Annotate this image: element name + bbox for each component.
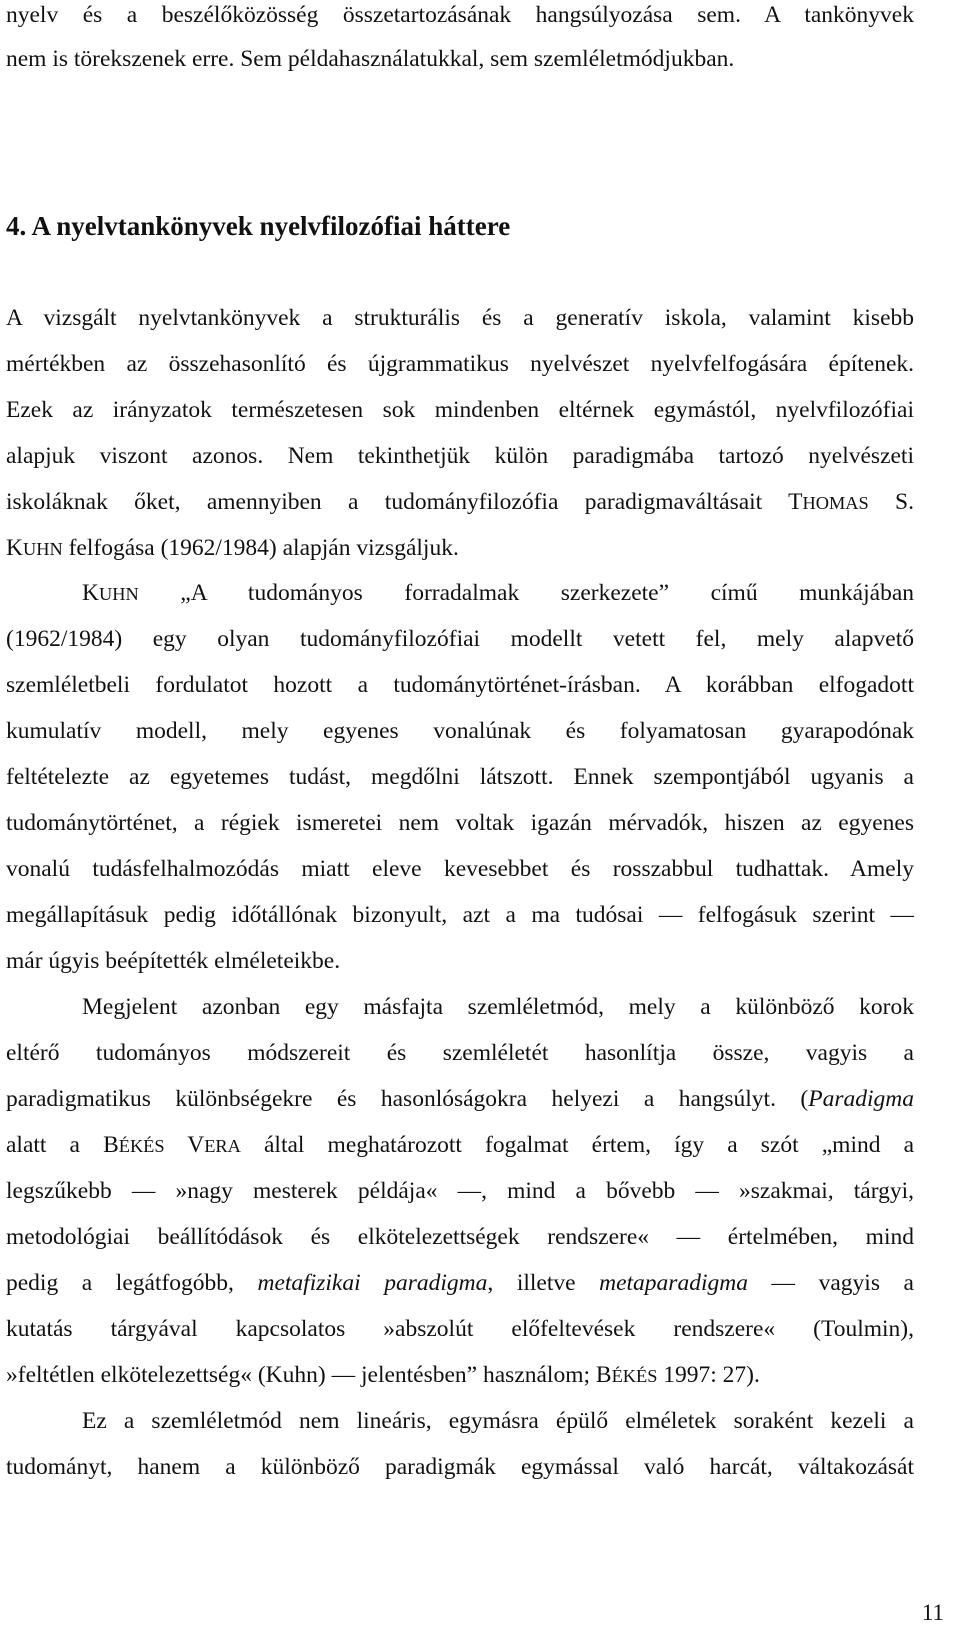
text-fragment: K xyxy=(6,535,23,561)
small-caps-name: HOMAS xyxy=(802,493,869,513)
text-fragment: S. xyxy=(868,489,914,515)
text-line xyxy=(6,578,914,608)
italic-term: metafizikai paradigma xyxy=(257,1270,488,1296)
italic-term: Paradigma xyxy=(808,1086,914,1112)
small-caps-name: UHN xyxy=(22,539,63,559)
text-line: Ezek az irányzatok természetesen sok mindenben eltérnek egymástól, nyelvfilozófiai xyxy=(6,397,914,423)
text-line: Ez a szemléletmód nem lineáris, egymásra épülő elméletek soraként kezeli a xyxy=(82,1408,914,1434)
text-fragment: alatt a B xyxy=(6,1132,119,1158)
text-line: Megjelent azonban egy másfajta szemléletmód, mely a különböző korok xyxy=(82,994,914,1020)
text-line: alapjuk viszont azonos. Nem tekinthetjük külön paradigmába tartozó nyelvészeti xyxy=(6,443,914,469)
text-line: tudománytörténet, a régiek ismeretei nem voltak igazán mérvadók, hiszen az egyenes xyxy=(6,810,914,836)
section-heading: 4. A nyelvtankönyvek nyelvfilozófiai háttere xyxy=(6,211,511,241)
text-line: megállapításuk pedig időtállónak bizonyult, azt a ma tudósai — felfogásuk szerint — xyxy=(6,902,914,928)
text-line: vonalú tudásfelhalmozódás miatt eleve kevesebbet és rosszabbul tudhattak. Amely xyxy=(6,856,914,882)
text-line xyxy=(6,1130,914,1160)
text-line: már úgyis beépítették elméleteikbe. xyxy=(6,948,341,974)
page-number: 11 xyxy=(921,1600,944,1625)
text-line: feltételezte az egyetemes tudást, megdőlni látszott. Ennek szempontjából ugyanis a xyxy=(6,764,914,790)
text-fragment: — vagyis a xyxy=(747,1270,914,1296)
text-fragment: 1997: 27). xyxy=(657,1362,760,1388)
text-line xyxy=(6,1268,914,1298)
text-fragment: paradigmatikus különbségekre és hasonlóságokra helyezi a hangsúlyt. ( xyxy=(6,1086,809,1112)
italic-term: metaparadigma xyxy=(599,1270,748,1296)
text-line: eltérő tudományos módszereit és szemléletét hasonlítja össze, vagyis a xyxy=(6,1040,914,1066)
text-fragment: pedig a legátfogóbb, xyxy=(6,1270,258,1296)
text-fragment: felfogása (1962/1984) alapján vizsgáljuk. xyxy=(62,535,459,561)
text-fragment: „A tudományos forradalmak szerkezete” című munkájában xyxy=(138,580,914,606)
small-caps-name: UHN xyxy=(98,584,139,604)
text-line xyxy=(6,533,914,563)
text-line: nem is törekszenek erre. Sem példahasználatukkal, sem szemléletmódjukban. xyxy=(6,46,735,72)
text-fragment: , illetve xyxy=(487,1270,600,1296)
text-fragment: által meghatározott fogalmat értem, így a szót „mind a xyxy=(240,1132,914,1158)
text-line: (1962/1984) egy olyan tudományfilozófiai modellt vetett fel, mely alapvető xyxy=(6,626,914,652)
text-line xyxy=(6,1084,914,1114)
text-line: szemléletbeli fordulatot hozott a tudománytörténet-írásban. A korábban elfogadott xyxy=(6,672,914,698)
text-line xyxy=(6,1360,914,1390)
text-line: metodológiai beállítódások és elkötelezettségek rendszere« — értelmében, mind xyxy=(6,1224,914,1250)
small-caps-name: ERA xyxy=(204,1136,241,1156)
text-line: tudományt, hanem a különböző paradigmák egymással való harcát, váltakozását xyxy=(6,1454,914,1480)
small-caps-name: ÉKÉS xyxy=(118,1136,165,1156)
text-line: mértékben az összehasonlító és újgrammatikus nyelvészet nyelvfelfogására építenek. xyxy=(6,351,914,377)
text-fragment: iskoláknak őket, amennyiben a tudományfilozófia paradigmaváltásait T xyxy=(6,489,803,515)
text-line: kutatás tárgyával kapcsolatos »abszolút előfeltevések rendszere« (Toulmin), xyxy=(6,1316,914,1342)
text-line: nyelv és a beszélőközösség összetartozásának hangsúlyozása sem. A tankönyvek xyxy=(6,2,914,28)
text-line: legszűkebb — »nagy mesterek példája« —, mind a bővebb — »szakmai, tárgyi, xyxy=(6,1178,914,1204)
text-line: A vizsgált nyelvtankönyvek a strukturális és a generatív iskola, valamint kisebb xyxy=(6,305,914,331)
text-fragment: V xyxy=(164,1132,205,1158)
text-fragment: K xyxy=(82,580,99,606)
text-line xyxy=(6,487,914,517)
small-caps-name: ÉKÉS xyxy=(611,1366,658,1386)
text-fragment: »feltétlen elkötelezettség« (Kuhn) — jelentésben” használom; B xyxy=(6,1362,612,1388)
text-line: kumulatív modell, mely egyenes vonalúnak és folyamatosan gyarapodónak xyxy=(6,718,914,744)
